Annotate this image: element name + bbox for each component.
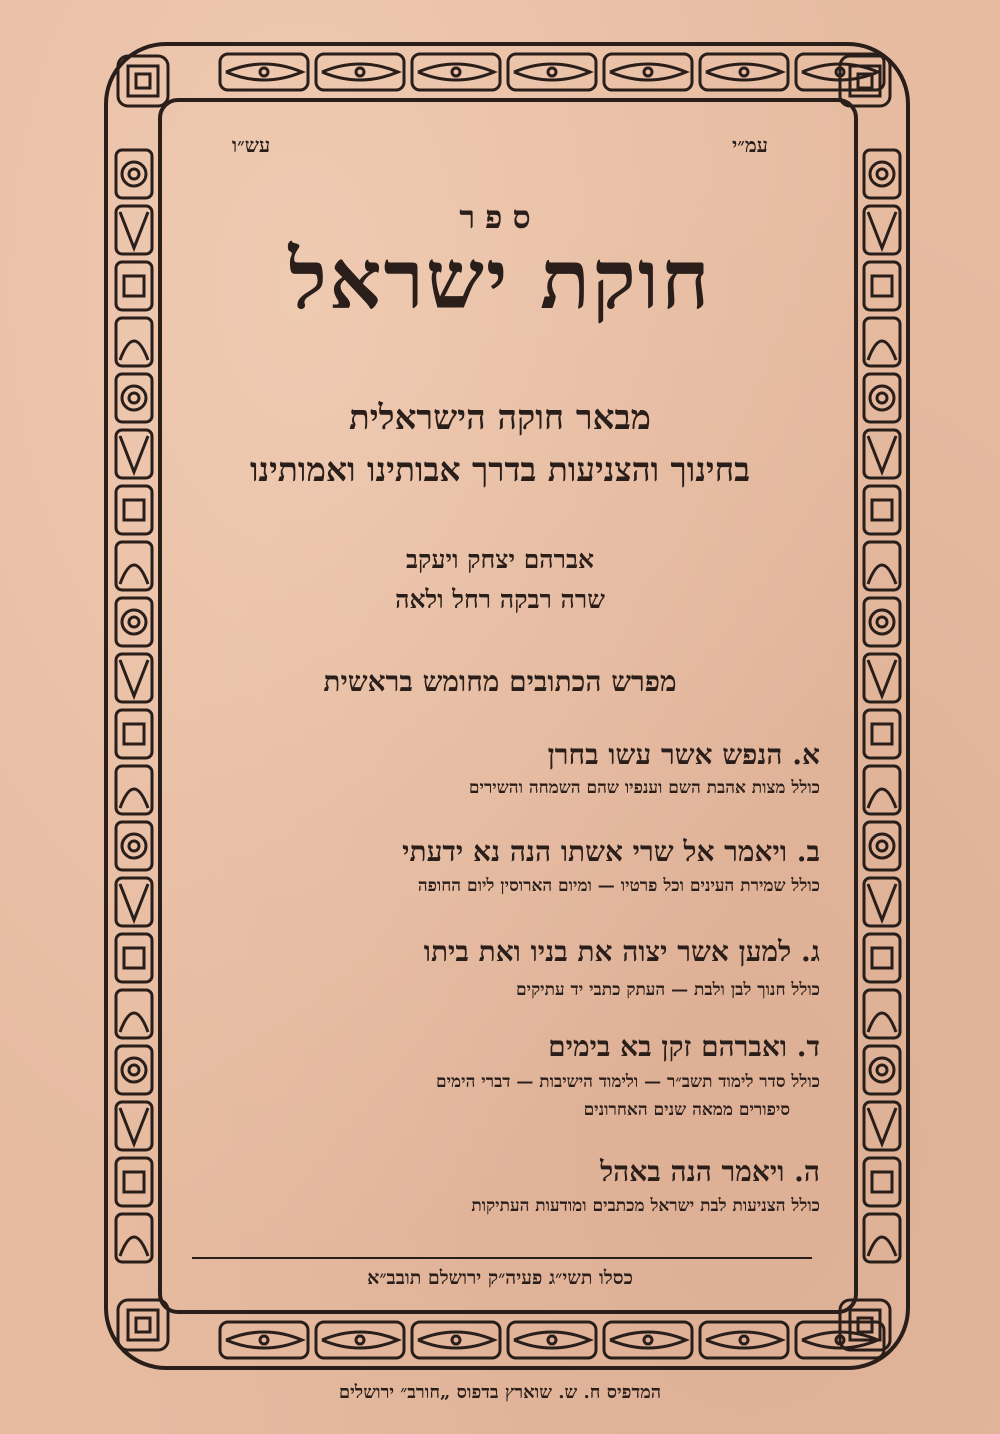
section-heading-c: ג. למען אשר יצוה את בניו ואת ביתו xyxy=(423,935,820,968)
section-desc-e: כולל הצניעות לבת ישראל מכתבים ומודעות העתיקות xyxy=(471,1196,820,1216)
book-title: חוקת ישראל xyxy=(288,232,712,328)
matriarchs-line: שרה רבקה רחל ולאה xyxy=(395,585,605,614)
abbreviation-right: עמ״י xyxy=(731,133,768,157)
section-heading-b: ב. ויאמר אל שרי אשתו הנה נא ידעתי xyxy=(402,835,820,868)
intro-line: מפרש הכתובים מחומש בראשית xyxy=(323,665,677,698)
book-label: ספר xyxy=(459,198,541,236)
section-desc-d-1: כולל סדר לימוד תשב״ר — ולימוד הישיבות — דברי הימים xyxy=(435,1072,820,1092)
subtitle-line-2: בחינוך והצניעות בדרך אבותינו ואמותינו xyxy=(249,450,751,489)
section-heading-e: ה. ויאמר הנה באהל xyxy=(600,1155,820,1188)
horizontal-rule xyxy=(192,1257,812,1259)
imprint-line: כסלו תשי״ג פעיה״ק ירושלם תובב״א xyxy=(367,1267,633,1289)
section-desc-d-2: סיפורים ממאה שנים האחרונים xyxy=(583,1100,790,1120)
section-desc-c: כולל חנוך לבן ולבת — העתק כתבי יד עתיקים xyxy=(516,980,820,1000)
abbreviation-left: עש״ו xyxy=(232,133,271,157)
section-desc-a: כולל מצות אהבת השם וענפיו שהם השמחה והשירים xyxy=(468,778,820,798)
section-heading-d: ד. ואברהם זקן בא בימים xyxy=(548,1030,820,1063)
printer-line: המדפיס ח. ש. שוארץ בדפוס „חורב״ ירושלים xyxy=(338,1382,662,1403)
subtitle-line-1: מבאר חוקה הישראלית xyxy=(349,398,651,438)
patriarchs-line: אברהם יצחק ויעקב xyxy=(405,545,595,574)
section-desc-b: כולל שמירת העינים וכל פרטיו — ומיום הארוסין ליום החופה xyxy=(417,876,820,896)
section-heading-a: א. הנפש אשר עשו בחרן xyxy=(547,738,820,771)
